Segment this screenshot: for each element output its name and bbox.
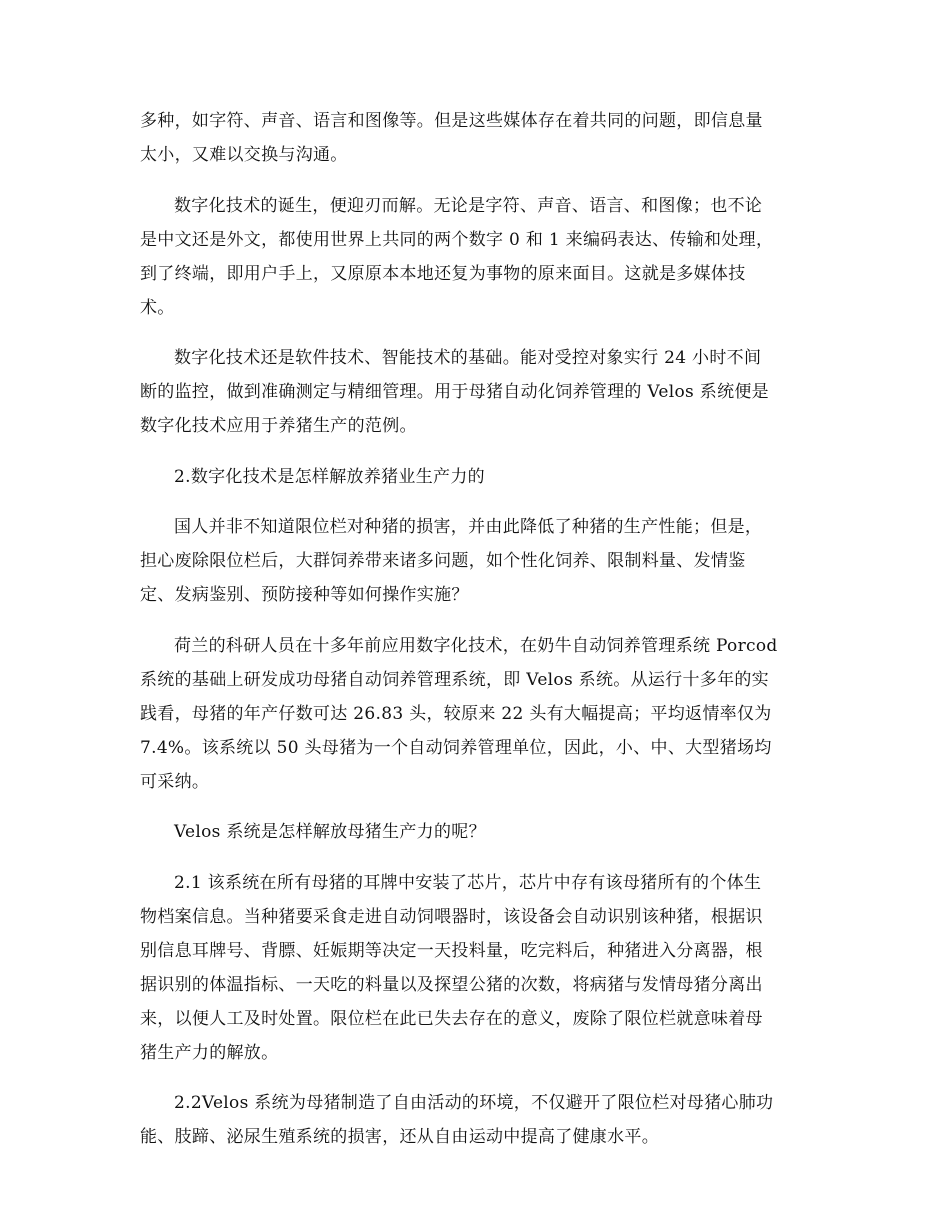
text-line: 定、发病鉴别、预防接种等如何操作实施？: [140, 585, 469, 605]
text-line: 别信息耳牌号、背膘、妊娠期等决定一天投料量，吃完料后，种猪进入分离器，根: [140, 940, 763, 961]
text-line: 数字化技术还是软件技术、智能技术的基础。能对受控对象实行 24 小时不间: [174, 348, 762, 368]
text-line: 据识别的体温指标、一天吃的料量以及探望公猪的次数，将病猪与发情母猪分离出: [140, 974, 763, 995]
text-line: 断的监控，做到准确测定与精细管理。用于母猪自动化饲养管理的 Velos 系统便是: [140, 382, 769, 402]
paragraph-stall-concern: [140, 510, 820, 612]
section-heading-2: [140, 460, 820, 494]
text-line: 猪生产力的解放。: [140, 1042, 279, 1063]
paragraph-section-2-2: [140, 1086, 820, 1154]
text-line: 来，以便人工及时处置。限位栏在此已失去存在的意义，废除了限位栏就意味着母: [140, 1008, 763, 1029]
text-line: Velos 系统是怎样解放母猪生产力的呢？: [174, 822, 486, 842]
text-line: 7.4%。该系统以 50 头母猪为一个自动饲养管理单位，因此，小、中、大型猪场均: [140, 737, 772, 758]
paragraph-media-problem: [140, 104, 820, 172]
text-line: 2.数字化技术是怎样解放养猪业生产力的: [174, 466, 485, 487]
text-line: 是中文还是外文，都使用世界上共同的两个数字 0 和 1 来编码表达、传输和处理，: [140, 229, 774, 250]
text-line: 2.1 该系统在所有母猪的耳牌中安装了芯片，芯片中存有该母猪所有的个体生: [174, 872, 762, 893]
text-line: 数字化技术应用于养猪生产的范例。: [140, 416, 417, 436]
text-line: 国人并非不知道限位栏对种猪的损害，并由此降低了种猪的生产性能；但是，: [174, 517, 763, 537]
paragraph-digital-birth: [140, 189, 820, 325]
text-line: 物档案信息。当种猪要采食走进自动饲喂器时，该设备会自动识别该种猪，根据识: [140, 906, 763, 927]
text-line: 多种，如字符、声音、语言和图像等。但是这些媒体存在着共同的问题，即信息量: [140, 111, 763, 131]
text-line: 荷兰的科研人员在十多年前应用数字化技术，在奶牛自动饲养管理系统 Porcod: [174, 635, 778, 656]
body-text: [140, 104, 820, 1171]
paragraph-digital-basis: [140, 341, 820, 443]
text-line: 2.2Velos 系统为母猪制造了自由活动的环境，不仅避开了限位栏对母猪心肺功: [174, 1093, 774, 1113]
text-line: 到了终端，即用户手上，又原原本本地还复为事物的原来面目。这就是多媒体技: [140, 263, 746, 284]
text-line: 数字化技术的诞生，便迎刃而解。无论是字符、声音、语言、和图像；也不论: [174, 195, 763, 216]
text-line: 可采纳。: [140, 771, 210, 792]
paragraph-section-2-1: [140, 866, 820, 1070]
paragraph-velos-question: [140, 815, 820, 849]
text-line: 术。: [140, 297, 175, 318]
text-line: 能、肢蹄、泌尿生殖系统的损害，还从自由运动中提高了健康水平。: [140, 1127, 659, 1147]
text-line: 担心废除限位栏后，大群饲养带来诸多问题，如个性化饲养、限制料量、发情鉴: [140, 551, 746, 571]
text-line: 太小，又难以交换与沟通。: [140, 145, 348, 165]
text-line: 系统的基础上研发成功母猪自动饲养管理系统，即 Velos 系统。从运行十多年的实: [140, 669, 769, 690]
paragraph-velos-origin: [140, 629, 820, 799]
text-line: 践看，母猪的年产仔数可达 26.83 头，较原来 22 头有大幅提高；平均返情率仅为: [140, 703, 772, 724]
